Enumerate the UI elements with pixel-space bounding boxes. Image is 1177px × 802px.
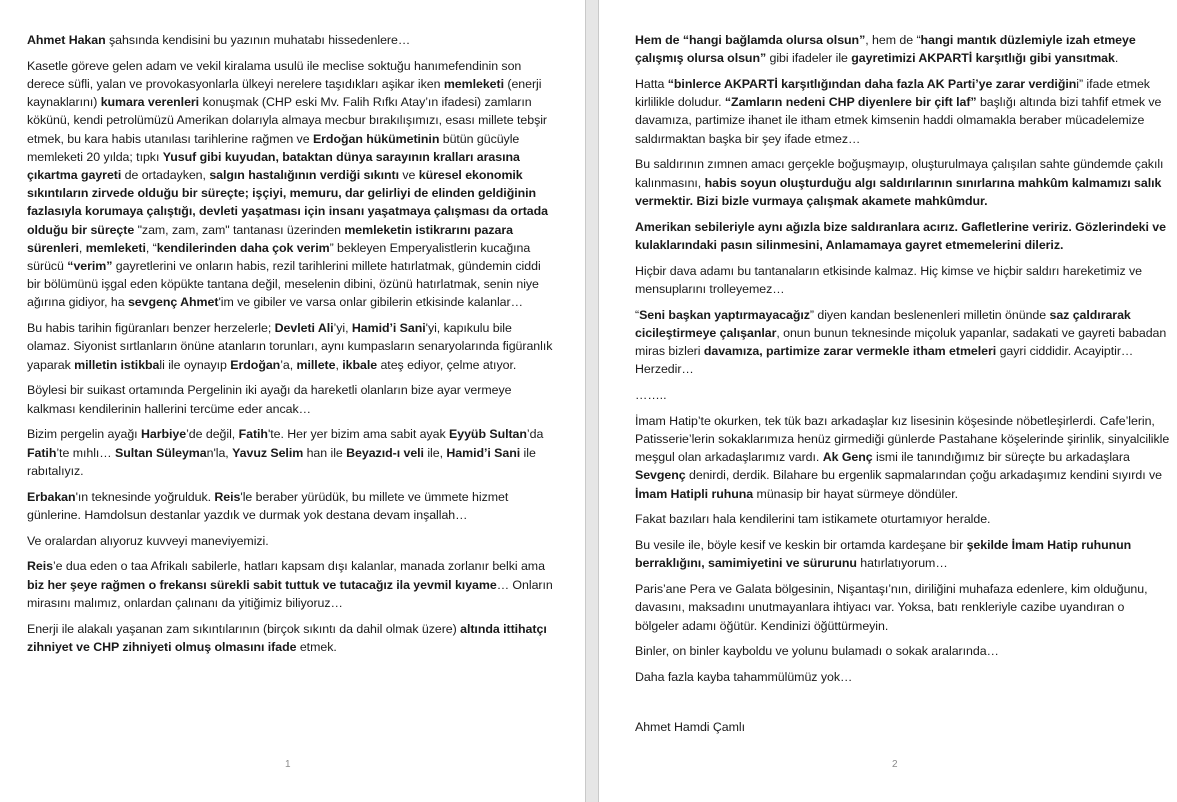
bold-text-run: millete [296,357,336,372]
paragraph [635,218,1170,254]
bold-text-run: milletin istikba [74,357,160,372]
text-run: şahsında kendisini bu yazının muhatabı hissedenlere… [105,33,411,47]
bold-text-run: Sevgenç [635,468,686,483]
bold-text-run: Erbakan [27,489,76,504]
bold-text-run: ikbale [342,357,378,372]
text-run: ve [398,168,419,183]
paragraph [635,155,1170,210]
text-run: Ve oralardan alıyoruz kuvveyi maneviyemizi. [27,533,269,548]
text-run: Binler, on binler kayboldu ve yolunu bulamadı o sokak aralarında… [635,644,999,659]
bold-text-run: şekilde İmam Hatip ruhunun berraklığını, samimiyetini ve sürurunu [635,538,1132,571]
text-run: "zam, zam, zam" tantanası üzerinden [134,222,345,237]
paragraph [635,386,1170,404]
bold-text-run: Fatih [27,445,57,460]
text-run: ile, [423,445,447,460]
text-run: de ortadayken, [121,168,210,183]
bold-text-run: memleketin istikrarını pazara sürenleri [27,222,513,255]
text-run: , [78,240,86,255]
document-page-2 [599,0,1177,802]
bold-text-run: Ahmet Hakan [27,33,106,47]
text-run: 'ın teknesinde yoğrulduk. [75,489,215,504]
paragraph [27,381,555,417]
paragraph [27,31,555,49]
text-run: münasip bir hayat sürmeye döndüler. [753,486,958,501]
text-run: etmek. [296,639,337,654]
bold-text-run: kendilerinden daha çok verim [156,240,330,255]
text-run: ismi ile tanındığımız bir süreçte bu arkadaşlara [872,450,1130,465]
text-run: , onun bunun teknesinde miçoluk yapanlar, sadakati ve gayreti babadan miras bizleri [635,325,1167,359]
text-run: ’e dua eden o taa Afrikalı sabilerle, hatları kapsam dışı kalanlar, manada zorlanır belki ama [52,559,545,574]
bold-text-run: Hamid’i Sani [446,445,521,460]
bold-text-run: kumara verenleri [100,95,200,110]
text-run: Fakat bazıları hala kendilerini tam istikamete oturtamıyor heralde. [635,512,991,527]
bold-text-run: Harbiye [140,427,187,442]
bold-text-run: Hamid’i Sani [351,321,426,336]
bold-text-run: saz çaldırarak cicileştirmeye çalışanlar [635,307,1131,340]
text-run: 'im ve gibiler ve varsa onlar gibilerin etkisinde kalanlar… [218,295,523,310]
text-run: hatırlatıyorum… [856,556,948,571]
text-run: han ile [303,445,347,460]
bold-text-run: “verim” [67,259,113,274]
text-run: gayretlerini ve onların habis, rezil tarihlerini millete hatırlatmak, gündemin ciddi bir bölümünü işgal eden köpükte tantana değil, meselenin dibini, özünü hatırlatmak, senin niye ağırına gidiyor, ha [27,259,541,310]
text-run: Enerji ile alakalı yaşanan zam sıkıntılarının (birçok sıkıntı da dahil olmak üzere) [27,621,461,636]
bold-text-run: Amerikan sebileriyle aynı ağızla bize saldıranlara acırız. Gafletlerine veririz. Gözlerindeki ve kulaklarındaki pasın silinmesini, Anlamamaya gayret etmemelerini dileriz. [635,219,1166,252]
bold-text-run: hangi mantık düzlemiyle izah etmeye çalışmış olursa olsun” [635,33,1136,66]
text-run: gayri ciddidir. Acayiptir… Herzedir… [635,344,1134,377]
text-run: ” diyen kandan beslenenleri milletin önünde [809,307,1050,322]
page-number: 2 [892,759,898,770]
text-run: konuşmak (CHP eski Mv. Falih Rıfkı Atay’ın ifadesi) zamların kökünü, kendi petrolümüzü Amerikan dolarıyla almaya mecbur bırakılışımızı, esası millete tebşir etmek, bu kara habis utanılası tarihlerine rağmen ve [27,95,548,146]
text-run: denirdi, derdik. Bilahare bu ergenlik sapmalarından çoğu arkadaşımız kendini sıyırdı ve [685,468,1162,483]
author-signature: Ahmet Hamdi Çamlı [635,720,746,735]
bold-text-run: Erdoğan [230,357,281,372]
text-run: . [1114,51,1119,66]
page-separator [585,0,599,802]
bold-text-run: gayretimizi AKPARTİ [851,51,973,66]
text-run: Bizim pergelin ayağı [27,427,141,442]
text-run: Kasetle göreve gelen adam ve vekil kiralama usulü ile meclise soktuğu hanımefendinin son derece süfli, yalan ve provokasyonlarla ülkeyi nerelere taşıdıkları aşikar iken [27,58,522,91]
bold-text-run: Reis [214,489,241,504]
text-run: … Onların mirasını malımız, onlardan çalınanı da yitiğimiz biliyoruz… [27,577,553,610]
text-run: Hatta [635,77,668,91]
bold-text-run: Reis [27,559,53,574]
bold-text-run: Beyazıd-ı veli [346,445,424,460]
paragraph [27,425,555,480]
text-run: Hiçbir dava adamı bu tantanaların etkisinde kalmaz. Hiç kimse ve hiçbir saldırı hareketimiz ve mensuplarını trolleyemez… [635,263,1142,296]
bold-text-run: “binlerce AKPARTİ karşıtlığından daha fazla AK Parti’ye zarar verdiğin [667,77,1077,91]
text-run: ’da [526,427,544,442]
bold-text-run: Seni başkan yaptırmayacağız [639,307,810,322]
page-body [635,31,1170,744]
bold-text-run: sevgenç Ahmet [127,295,219,310]
text-run: Daha fazla kayba tahammülümüz yok… [635,670,853,685]
bold-text-run: Devleti Ali [274,321,334,336]
text-run: “ [635,307,640,322]
text-run: başlığı altında bizi tahfif etmek ve davamıza, partimize ihanet ile itham etmek kimsenin haddi olmamakla beraber mücadelemize saldırmaktan başka bir şey ifade etmez… [635,95,1162,146]
text-run: , “ [145,240,157,255]
paragraph [635,262,1170,298]
bold-text-run: Erdoğan hükümetinin [312,131,440,146]
paragraph [635,642,1170,660]
text-run: Paris’ane Pera ve Galata bölgesinin, Nişantaşı’nın, diriliğini muhafaza edenlere, kim olduğunu, davasını, maksadını unutmayanlara ihtiyacı var. Yoksa, batı renkleriyle cazibe uyandıran o bölgeler adamı öğütür. Kendinizi öğüttürmeyin. [635,582,1148,633]
text-run: Böylesi bir suikast ortamında Pergelinin iki ayağı da hareketli olanların bize ayar vermeye kalkması kendilerinin hallerini tercüme eder ancak… [27,383,512,416]
text-run: , hem de “ [865,33,921,47]
page-body [27,31,555,664]
bold-text-run: Hem de “hangi bağlamda olursa olsun” [635,33,866,47]
paragraph [27,532,555,550]
text-run: ’de değil, [186,427,239,442]
paragraph [635,306,1170,379]
text-run: n'la, [206,445,233,460]
bold-text-run: İmam Hatipli ruhuna [635,486,754,501]
text-run: li ile oynayıp [159,357,231,372]
text-run: ’yi, [333,321,352,336]
paragraph [635,412,1170,503]
bold-text-run: habis soyun oluşturduğu algı saldırılarının sınırlarına mahkûm kalmamızı salık vermektir. Bizi bizle vurmaya çalışmak akamete mahkûmdur. [635,175,1162,208]
bold-text-run: davamıza, partimize zarar vermekle itham etmeleri [703,344,997,359]
paragraph [635,668,1170,686]
text-run: , [335,357,343,372]
bold-text-run: Ak Genç [822,450,873,465]
text-run: ile rabıtalıyız. [27,445,536,478]
bold-text-run: Yusuf gibi kuyudan, bataktan dünya sarayının kralları arasına çıkartma gayreti [27,149,520,183]
text-run: Bu habis tarihin figüranları benzer herzelerle; [27,321,275,336]
page-number: 1 [285,759,291,770]
paragraph [635,75,1170,148]
bold-text-run: memleketi [443,77,504,91]
text-run: …….. [635,388,667,403]
text-run: İmam Hatip’te okurken, tek tük bazı arkadaşlar kız lisesinin köşesinde nöbetleşirlerdi. Cafe’lerin, Patisserie’lerin sokaklarımıza henüz girmediği günlerde Pastahane köşelerinde şirinlik, sinyalcilikle meşgul olan arkadaşlarımız vardı. [635,413,1170,465]
paragraph [635,31,1170,67]
bold-text-run: karşıtlığı gibi yansıtmak [975,51,1115,66]
paragraph [635,580,1170,635]
bold-text-run: “Zamların nedeni CHP diyenlere bir çift laf” [724,95,977,110]
text-run: gibi ifadeler ile [766,51,852,66]
bold-text-run: Sultan Süleyma [115,445,207,460]
text-run: Bu saldırının zımnen amacı gerçekle boğuşmayıp, oluşturulmaya çalışılan sahte gündemde çakılı kalınmasını, [635,157,1164,190]
text-run: 'yi, kapıkulu bile olamaz. Siyonist sırtlanların önüne atanların torunları, aynı kumpasların senaryolarında figüranlık yaparak [27,321,553,372]
bold-text-run: Fatih [238,427,268,442]
text-run: 'te. Her yer bizim ama sabit ayak [267,427,450,442]
paragraph [27,488,555,524]
paragraph [27,557,555,612]
paragraph [635,536,1170,572]
text-run: (enerji kaynaklarını) [27,77,542,110]
bold-text-run: biz her şeye rağmen o frekansı sürekli sabit tuttuk ve tutacağız ila yevmil kıyame [27,577,497,592]
text-run: Bu vesile ile, böyle kesif ve keskin bir ortamda kardeşane bir [635,538,967,553]
bold-text-run: memleketi [85,240,146,255]
paragraph [27,620,555,656]
text-run: bütün gücüyle memleketi 20 yılda; tıpkı [27,131,520,164]
paragraph [27,57,555,312]
bold-text-run: altında ittihatçı zihniyet ve CHP zihniyeti olmuş olmasını ifade [27,621,547,654]
paragraph [27,319,555,374]
document-page-1 [0,0,585,802]
text-run: ’te mıhlı… [56,445,116,460]
text-run: ateş ediyor, çelme atıyor. [377,357,517,372]
text-run: i” ifade etmek kirlilikle doludur. [635,77,1150,110]
bold-text-run: Yavuz Selim [232,445,304,460]
paragraph [635,510,1170,528]
bold-text-run: salgın hastalığının verdiği sıkıntı [209,168,399,183]
bold-text-run: küresel ekonomik sıkıntıların zirvede olduğu bir süreçte; işçiyi, memuru, dar gelirliyi de elinden geldiğinin fazlasıyla korumaya çalıştığı, devleti yaşatması için insanı yaşatmaya çalışması da ortada olduğu bir süreçte [27,168,548,237]
text-run: ” bekleyen Emperyalistlerin kucağına sürücü [27,240,531,274]
text-run: ’a, [280,357,297,372]
text-run: 'le beraber yürüdük, bu millete ve ümmete hizmet günlerine. Hamdolsun destanlar yazdık ve durmak yok destana devam inşallah… [27,489,509,522]
bold-text-run: Eyyüb Sultan [449,427,527,442]
